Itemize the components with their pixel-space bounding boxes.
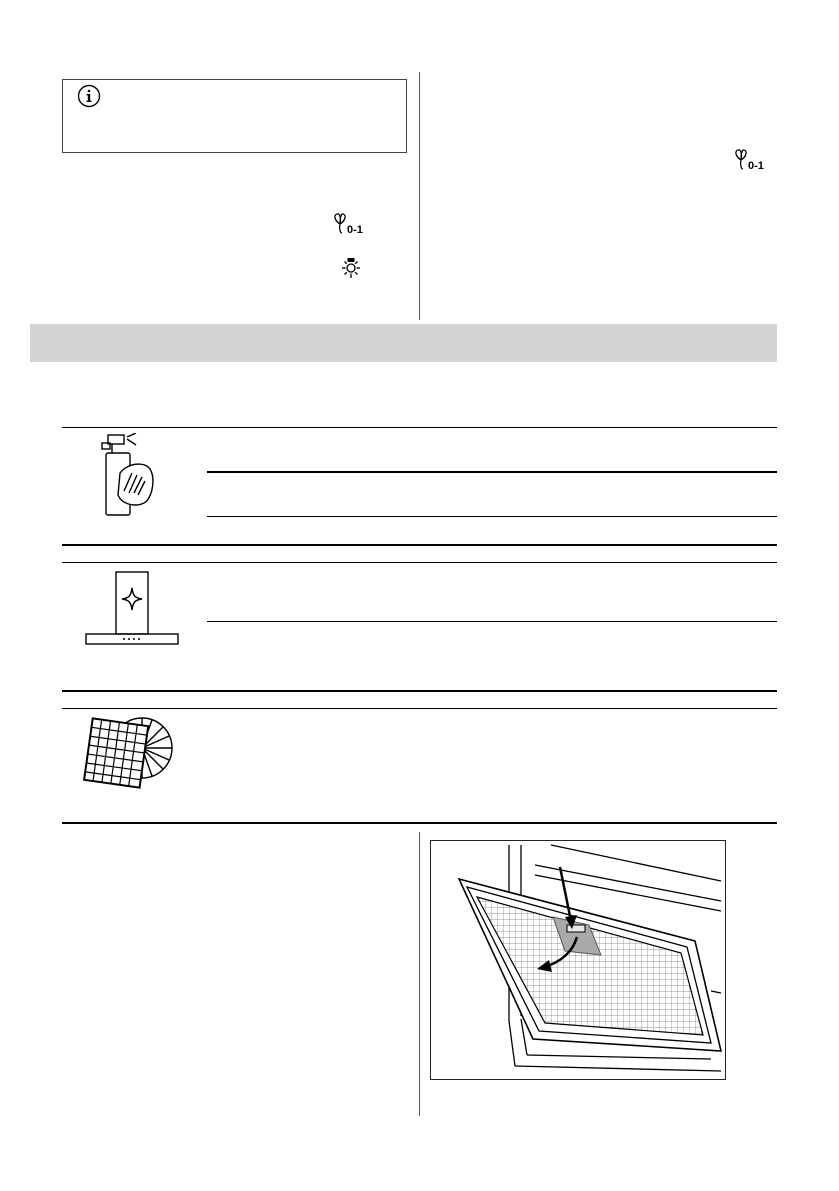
section-heading-band xyxy=(30,324,777,362)
table-row-divider xyxy=(62,544,777,546)
fan-speed-0-1-icon xyxy=(332,212,384,236)
hood-clean-icon xyxy=(82,570,182,648)
table-row-divider xyxy=(207,621,777,622)
filter-removal-figure xyxy=(430,840,726,1080)
table-row-divider xyxy=(62,708,777,709)
column-divider xyxy=(419,72,420,320)
table-row-divider xyxy=(207,516,777,517)
table-row-divider xyxy=(62,427,777,428)
grease-filter-icon xyxy=(80,714,180,790)
fan-speed-label: 0-1 xyxy=(347,224,363,236)
filter-removal-illustration xyxy=(431,841,726,1080)
fan-speed-label: 0-1 xyxy=(748,160,764,172)
light-bulb-icon xyxy=(339,256,363,280)
table-row-divider xyxy=(62,562,777,563)
column-divider xyxy=(419,832,420,1116)
table-row-divider xyxy=(62,690,777,692)
spray-cleaning-icon xyxy=(100,433,160,517)
table-row-divider xyxy=(62,822,777,824)
info-box xyxy=(62,79,407,153)
fan-speed-0-1-icon xyxy=(733,148,785,172)
table-row-divider xyxy=(207,471,777,473)
info-icon xyxy=(77,84,101,108)
